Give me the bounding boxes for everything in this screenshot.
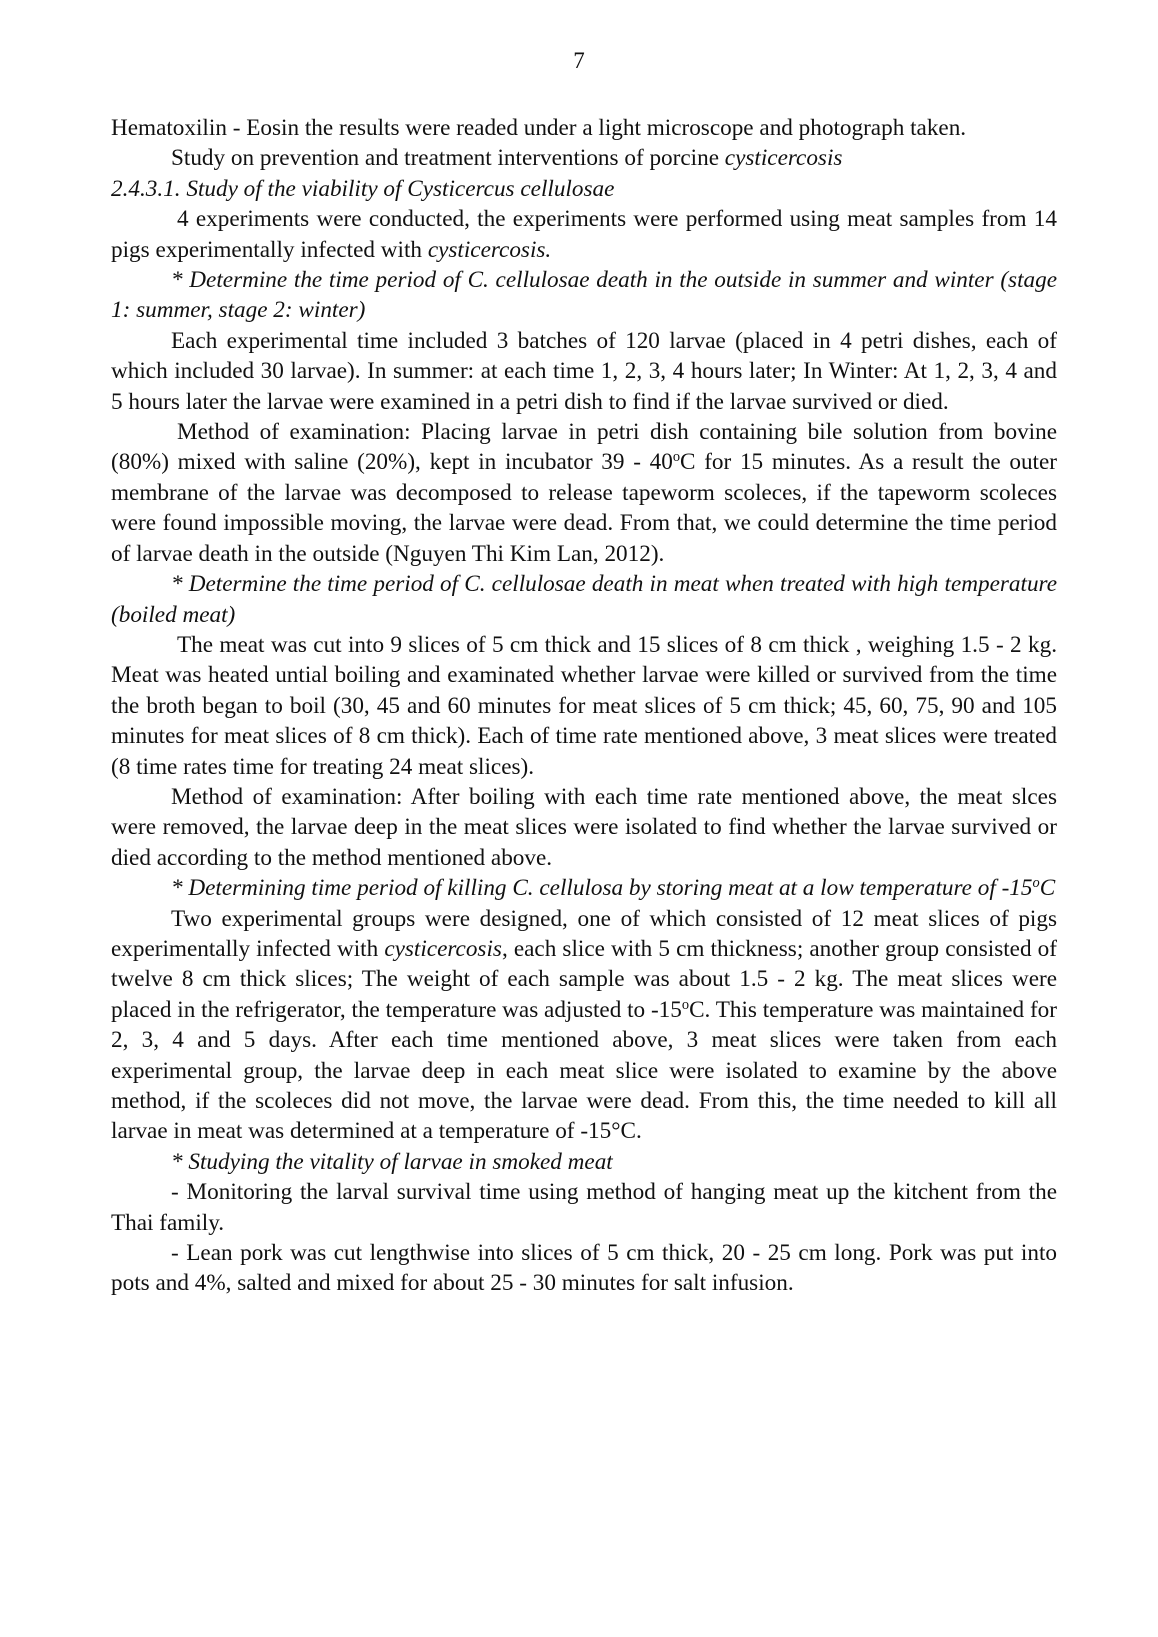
paragraph-method-examination-1 bbox=[111, 417, 1057, 569]
paragraph-meat-slices bbox=[111, 630, 1057, 782]
paragraph-text: , each slice with 5 cm thickness; another group consisted of twelve 8 cm thick slices; The weight of each sample was about 1.5 - 2 kg. The meat slices were placed in the refrigerator, the temperature was adjusted to -15 bbox=[111, 935, 1057, 1023]
section-heading-text: 2.4.3.1. Study of the viability of Cysticercus cellulosae bbox=[111, 175, 615, 202]
paragraph-prevention-heading bbox=[111, 143, 1057, 173]
italic-term: cysticercosis. bbox=[427, 236, 552, 263]
paragraph-experimental-time bbox=[111, 326, 1057, 417]
subheading-text: * Determine the time period of C. cellulosae death in the outside in summer and winter (stage 1: summer, stage 2: winter) bbox=[111, 267, 1057, 324]
paragraph-text: Method of examination: Placing larvae in petri dish containing bile solution from bovine (80%) mixed with saline (20%), kept in incubator 39 - 40 bbox=[111, 419, 1057, 476]
degree-superscript: o bbox=[672, 449, 681, 466]
body-text bbox=[111, 113, 1057, 1299]
subheading-text: C bbox=[1039, 875, 1056, 902]
paragraph-text: 4 experiments were conducted, the experiments were performed using meat samples from 14 pigs experimentally infected with bbox=[111, 206, 1057, 263]
paragraph-text: Each experimental time included 3 batches of 120 larvae (placed in 4 petri dishes, each of which included 30 larvae). In summer: at each time 1, 2, 3, 4 hours later; In Winter: At 1, 2, 3, 4 and 5 hours later the larvae were examined in a petri dish to find if the larvae survived or died. bbox=[111, 327, 1057, 415]
paragraph-monitoring bbox=[111, 1177, 1057, 1238]
section-heading-2-4-3-1 bbox=[111, 174, 1057, 204]
paragraph-text: - Lean pork was cut lengthwise into slices of 5 cm thick, 20 - 25 cm long. Pork was put into pots and 4%, salted and mixed for about 25 - 30 minutes for salt infusion. bbox=[111, 1240, 1057, 1297]
subheading-low-temperature bbox=[111, 873, 1057, 903]
italic-term: cysticercosis bbox=[384, 935, 502, 962]
page-number: 7 bbox=[573, 48, 585, 73]
degree-superscript: o bbox=[1032, 875, 1040, 892]
paragraph-text: C. This temperature was maintained for 2, 3, 4 and 5 days. After each time mentioned above, 3 meat slices were taken from each experimental group, the larvae deep in each meat slice were isolated to examine by the above method, if the scoleces did not move, the larvae were dead. From this, the time needed to kill all larvae in meat was determined at a temperature of -15°C. bbox=[111, 996, 1057, 1145]
paragraph-method-examination-2 bbox=[111, 782, 1057, 873]
italic-term: cysticercosis bbox=[724, 145, 843, 172]
paragraph-text: C for 15 minutes. As a result the outer membrane of the larvae was decomposed to release tapeworm scoleces, if the tapeworm scoleces were found impossible moving, the larvae were dead. From that, we could determine the time period of larvae death in the outside (Nguyen Thi Kim Lan, 2012). bbox=[111, 449, 1057, 567]
subheading-text: * Determining time period of killing C. cellulosa by storing meat at a low temperature of -15 bbox=[171, 875, 1033, 902]
paragraph-experiments bbox=[111, 204, 1057, 265]
paragraph-text: Method of examination: After boiling with each time rate mentioned above, the meat slces were removed, the larvae deep in the meat slices were isolated to find whether the larvae survived or died according to the method mentioned above. bbox=[111, 783, 1057, 871]
paragraph-text: Study on prevention and treatment interventions of porcine bbox=[171, 145, 725, 172]
paragraph-text: Hematoxilin - Eosin the results were readed under a light microscope and photograph taken. bbox=[111, 115, 967, 141]
subheading-smoked-meat bbox=[111, 1147, 1057, 1177]
paragraph-lean-pork bbox=[111, 1238, 1057, 1299]
subheading-text: * Studying the vitality of larvae in smoked meat bbox=[171, 1148, 613, 1175]
paragraph-experimental-groups bbox=[111, 904, 1057, 1147]
degree-superscript: o bbox=[681, 996, 690, 1013]
subheading-boiled-meat bbox=[111, 569, 1057, 630]
paragraph-hematoxilin bbox=[111, 113, 1057, 143]
subheading-text: * Determine the time period of C. cellulosae death in meat when treated with high temperature (boiled meat) bbox=[111, 571, 1057, 628]
paragraph-text: Two experimental groups were designed, one of which consisted of 12 meat slices of pigs experimentally infected with bbox=[111, 905, 1057, 962]
subheading-outside-death bbox=[111, 265, 1057, 326]
paragraph-text: - Monitoring the larval survival time using method of hanging meat up the kitchent from the Thai family. bbox=[111, 1179, 1057, 1236]
paragraph-text: The meat was cut into 9 slices of 5 cm thick and 15 slices of 8 cm thick , weighing 1.5 - 2 kg. Meat was heated untial boiling and examinated whether larvae were killed or survived from the time the broth began to boil (30, 45 and 60 minutes for meat slices of 5 cm thick; 45, 60, 75, 90 and 105 minutes for meat slices of 8 cm thick). Each of time rate mentioned above, 3 meat slices were treated (8 time rates time for treating 24 meat slices). bbox=[111, 631, 1057, 780]
